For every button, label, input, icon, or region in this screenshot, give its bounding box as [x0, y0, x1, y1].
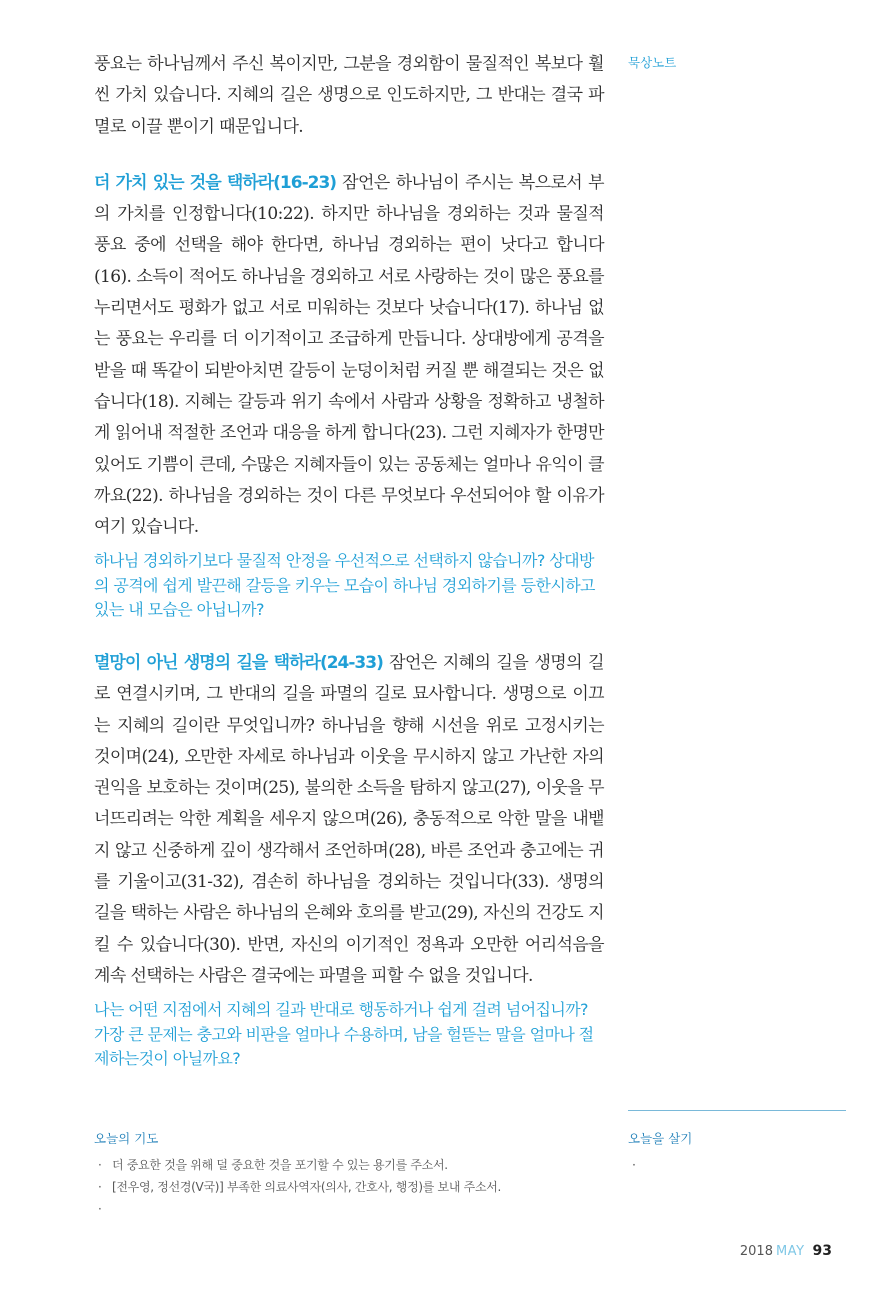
- meditation-note-label: 묵상노트: [628, 55, 677, 70]
- prayer-title: 오늘의 기도: [94, 1131, 159, 1146]
- todays-prayer: [94, 1129, 604, 1220]
- bullet-icon: ·: [98, 1202, 102, 1216]
- bullet-icon: ·: [98, 1158, 102, 1172]
- section1-body: 잠언은 하나님이 주시는 복으로서 부의 가치를 인정합니다(10:22). 하지만 하나님을 경외하는 것과 물질적 풍요 중에 선택을 해야 한다면, 하나님 경외하는 편이 낫다고 합니다(16). 소득이 적어도 하나님을 경외하고 서로 사랑하는 것이 많은 풍요를 누리면서도 평화가 없고 서로 미워하는 것보다 낫습니다(17). 하나님 없는 풍요는 우리를 더 이기적이고 조급하게 만듭니다. 상대방에게 공격을 받을 때 똑같이 되받아치면 갈등이 눈덩이처럼 커질 뿐 해결되는 것은 없습니다(18). 지혜는 갈등과 위기 속에서 사람과 상황을 정확하고 냉철하게 읽어내 적절한 조언과 대응을 하게 합니다(23). 그런 지혜자가 한명만 있어도 기쁨이 큰데, 수많은 지혜자들이 있는 공동체는 얼마나 유익이 클까요(22). 하나님을 경외하는 것이 다른 무엇보다 우선되어야 할 이유가 여기 있습니다.: [94, 172, 604, 538]
- section2-question: 나는 어떤 지점에서 지혜의 길과 반대로 행동하거나 쉽게 걸려 넘어집니까? 가장 큰 문제는 충고와 비판을 얼마나 수용하며, 남을 헐뜯는 말을 얼마나 절제하는것이 아닐까요?: [94, 1000, 594, 1069]
- living-title: 오늘을 살기: [628, 1131, 693, 1146]
- todays-living: [628, 1129, 846, 1176]
- footer-year: 2018: [739, 1244, 773, 1259]
- main-content: [94, 49, 604, 1072]
- bullet-icon: ·: [98, 1180, 102, 1194]
- prayer-item: · [전우영, 정선경(V국)] 부족한 의료사역자(의사, 간호사, 행정)를 보내 주소서.: [94, 1176, 604, 1198]
- bullet-icon: ·: [632, 1157, 636, 1172]
- footer-month: MAY: [775, 1244, 805, 1259]
- section1-paragraph: [94, 168, 604, 544]
- intro-paragraph: 풍요는 하나님께서 주신 복이지만, 그분을 경외함이 물질적인 복보다 훨씬 가치 있습니다. 지혜의 길은 생명으로 인도하지만, 그 반대는 결국 파멸로 이끌 뿐이기 때문입니다.: [94, 54, 604, 137]
- section1-heading: 더 가치 있는 것을 택하라(16-23): [94, 172, 337, 193]
- page-number: 93: [812, 1243, 832, 1259]
- prayer-item: · 더 중요한 것을 위해 덜 중요한 것을 포기할 수 있는 용기를 주소서.: [94, 1154, 604, 1176]
- living-item: [628, 1154, 846, 1176]
- prayer-item: [94, 1198, 604, 1220]
- section1-question: 하나님 경외하기보다 물질적 안정을 우선적으로 선택하지 않습니까? 상대방의 공격에 쉽게 발끈해 갈등을 키우는 모습이 하나님 경외하기를 등한시하고 있는 내 모습은 아닙니까?: [94, 551, 595, 620]
- divider: [628, 1110, 846, 1111]
- page-footer: [740, 1243, 832, 1259]
- section2-heading: 멸망이 아닌 생명의 길을 택하라(24-33): [94, 652, 383, 673]
- section2-paragraph: [94, 648, 604, 992]
- section2-body: 잠언은 지혜의 길을 생명의 길로 연결시키며, 그 반대의 길을 파멸의 길로 묘사합니다. 생명으로 이끄는 지혜의 길이란 무엇입니까? 하나님을 향해 시선을 위로 고정시키는 것이며(24), 오만한 자세로 하나님과 이웃을 무시하지 않고 가난한 자의 권익을 보호하는 것이며(25), 불의한 소득을 탐하지 않고(27), 이웃을 무너뜨리려는 악한 계획을 세우지 않으며(26), 충동적으로 악한 말을 내뱉지 않고 신중하게 깊이 생각해서 조언하며(28), 바른 조언과 충고에는 귀를 기울이고(31-32), 겸손히 하나님을 경외하는 것입니다(33). 생명의 길을 택하는 사람은 하나님의 은혜와 호의를 받고(29), 자신의 건강도 지킬 수 있습니다(30). 반면, 자신의 이기적인 정욕과 오만한 어리석음을 계속 선택하는 사람은 결국에는 파멸을 피할 수 없을 것입니다.: [94, 652, 604, 986]
